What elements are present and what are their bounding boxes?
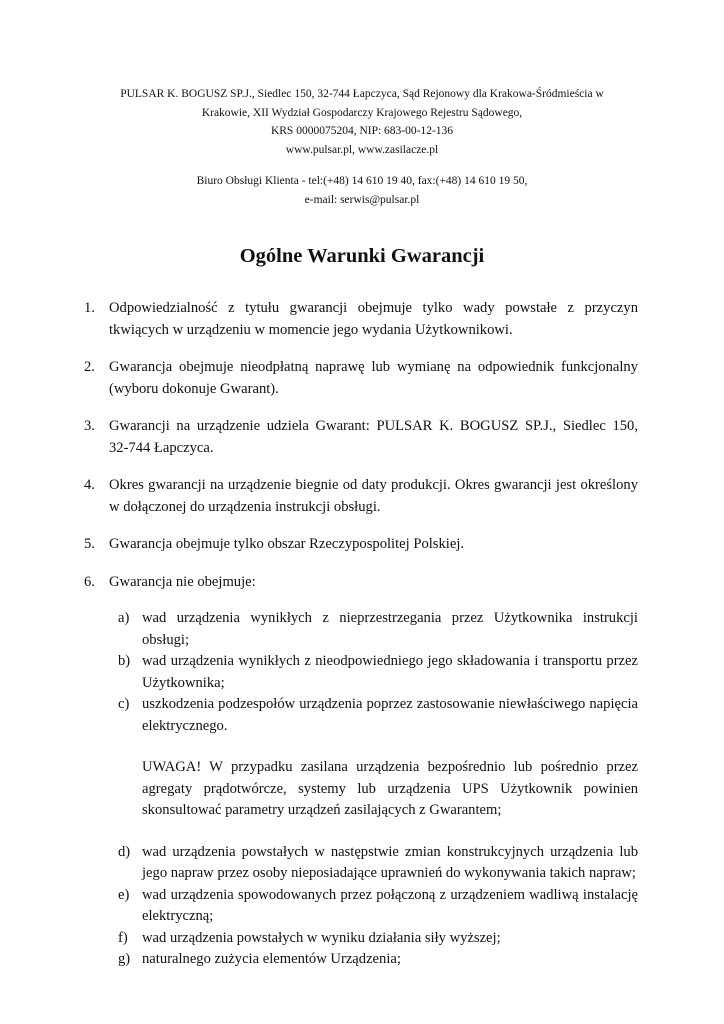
sub-item-letter: b) — [118, 653, 131, 669]
item-number: 5. — [84, 536, 95, 552]
note-text: skonsultować parametry urządzeń zasilających z Gwarantem; — [142, 802, 502, 818]
sub-item-letter: c) — [118, 696, 130, 712]
list-item — [84, 298, 638, 341]
list-item — [84, 475, 638, 518]
list-item — [84, 534, 638, 556]
sub-item-text: jego napraw przez osoby nieposiadające uprawnień do wykonywania takich napraw; — [142, 865, 636, 881]
sub-list-item — [118, 885, 638, 928]
sub-item-letter: e) — [118, 886, 130, 903]
sub-item-letter: d) — [118, 843, 131, 860]
company-header — [90, 85, 634, 209]
header-website: www.pulsar.pl, www.zasilacze.pl — [285, 143, 439, 156]
header-line: KRS 0000075204, NIP: 683-00-12-136 — [270, 125, 454, 137]
sub-list-item — [118, 651, 638, 694]
sub-list-item — [118, 842, 638, 885]
sub-item-text: elektrycznego. — [142, 717, 228, 734]
item-text: Gwarancja nie obejmuje: — [109, 573, 256, 590]
item-number: 4. — [84, 477, 95, 493]
sub-item-letter: g) — [118, 951, 131, 967]
item-number: 1. — [84, 300, 95, 316]
item-text: Gwarancja obejmuje tylko obszar Rzeczypospolitej Polskiej. — [109, 536, 465, 552]
sub-list-item — [118, 949, 638, 971]
sub-item-letter: a) — [118, 610, 130, 626]
item-number: 2. — [84, 359, 95, 375]
sub-list-item — [118, 608, 638, 651]
warning-note — [118, 757, 638, 822]
item-number: 3. — [84, 418, 95, 434]
sub-list-item — [118, 694, 638, 737]
item-number: 6. — [84, 573, 95, 590]
note-text: UWAGA! W przypadku zasilana urządzenia bezpośrednio lub pośrednio przez — [142, 759, 638, 775]
sub-item-text: wad urządzenia wynikłych z nieodpowiedniego jego składowania i transportu przez — [142, 653, 638, 669]
item-text: tkwiących w urządzeniu w momencie jego wydania Użytkownikowi. — [109, 321, 513, 338]
sub-item-text: elektryczną; — [142, 908, 214, 924]
list-item — [84, 416, 638, 459]
item-text: (wyboru dokonuje Gwarant). — [109, 380, 279, 397]
sub-item-text: obsługi; — [142, 631, 190, 648]
page-title: Ogólne Warunki Gwarancji — [239, 245, 485, 267]
header-line: Krakowie, XII Wydział Gospodarczy Krajowego Rejestru Sądowego, — [201, 106, 523, 119]
sub-item-text: wad urządzenia wynikłych z nieprzestrzegania przez Użytkownika instrukcji — [142, 610, 638, 626]
sub-list-item — [118, 928, 638, 950]
header-email: e-mail: serwis@pulsar.pl — [304, 193, 420, 206]
sub-item-text: Użytkownika; — [142, 674, 225, 691]
header-gap — [90, 159, 634, 172]
item-text: Odpowiedzialność z tytułu gwarancji obejmuje tylko wady powstałe z przyczyn — [109, 300, 638, 316]
item-text: Gwarancja obejmuje nieodpłatną naprawę lub wymianę na odpowiednik funkcjonalny — [109, 359, 638, 375]
header-line: PULSAR K. BOGUSZ SP.J., Siedlec 150, 32-744 Łapczyca, Sąd Rejonowy dla Krakowa-Śródmieścia w — [120, 88, 604, 100]
sub-item-letter: f) — [118, 929, 128, 946]
sub-item-text: wad urządzenia powstałych w następstwie zmian konstrukcyjnych urządzenia lub — [142, 843, 638, 860]
list-item — [84, 357, 638, 400]
sub-item-text: wad urządzenia spowodowanych przez połączoną z urządzeniem wadliwą instalację — [142, 886, 638, 903]
exclusions-list — [118, 608, 638, 971]
list-item — [84, 572, 638, 594]
terms-list — [84, 298, 638, 609]
item-text: 32-744 Łapczyca. — [109, 439, 214, 456]
sub-item-text: naturalnego zużycia elementów Urządzenia; — [142, 951, 401, 967]
sub-item-text: uszkodzenia podzespołów urządzenia poprzez zastosowanie niewłaściwego napięcia — [142, 696, 638, 712]
item-text: Okres gwarancji na urządzenie biegnie od daty produkcji. Okres gwarancji jest określony — [109, 477, 638, 493]
item-text: Gwarancji na urządzenie udziela Gwarant: PULSAR K. BOGUSZ SP.J., Siedlec 150, — [109, 418, 638, 434]
note-text: agregaty prądotwórcze, systemy lub urządzenia UPS Użytkownik powinien — [142, 780, 638, 797]
sub-item-text: wad urządzenia powstałych w wyniku działania siły wyższej; — [142, 929, 501, 946]
item-text: w dołączonej do urządzenia instrukcji obsługi. — [109, 498, 381, 515]
header-contact: Biuro Obsługi Klienta - tel:(+48) 14 610 19 40, fax:(+48) 14 610 19 50, — [196, 175, 528, 187]
